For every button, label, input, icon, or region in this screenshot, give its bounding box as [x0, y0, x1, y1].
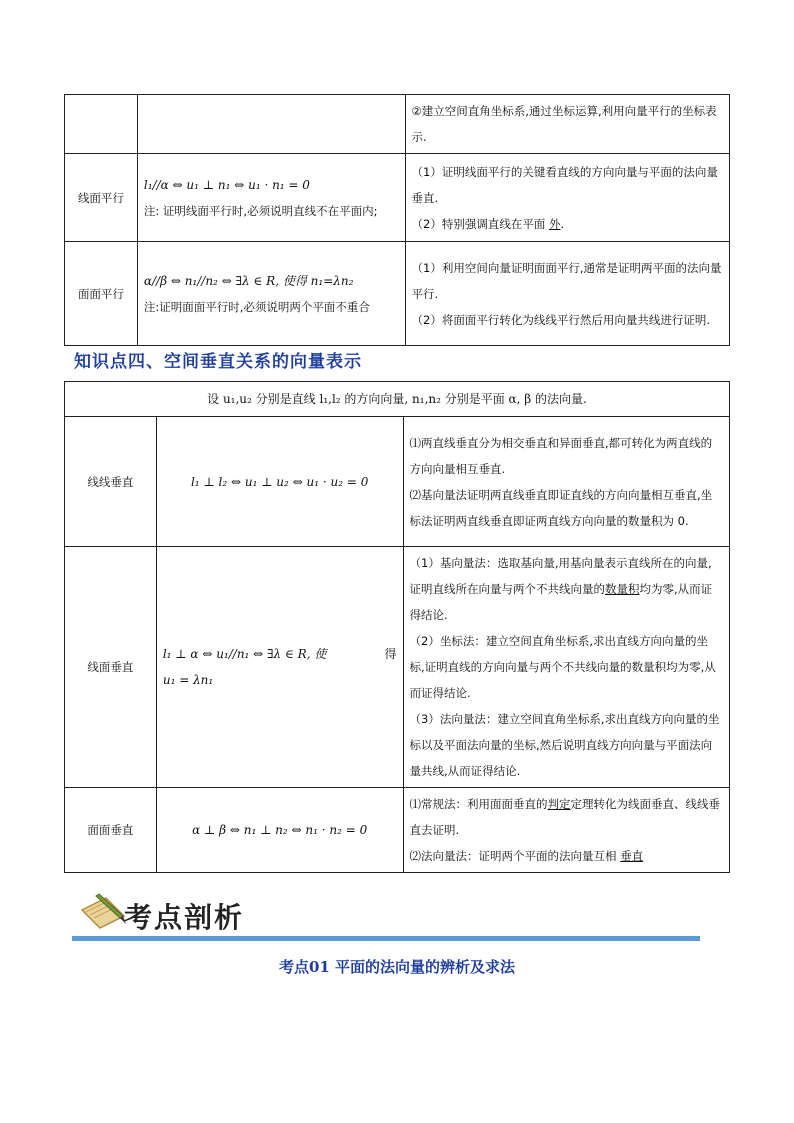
parallel-relations-table	[64, 94, 730, 346]
method-item: （2）坐标法：建立空间直角坐标系,求出直线方向向量的坐标,证明直线的方向向量与两个不共线向量的数量积均为零,从而证得结论.	[409, 634, 716, 700]
method-text: （1）基向量法：选取基向量,用基向量表示直线所在的向量,证明直线所在向量与两个不共线向量的	[409, 556, 712, 596]
table-row	[65, 788, 730, 873]
row-label-line-plane-perp: 线面垂直	[65, 547, 157, 788]
row-label-line-line-perp: 线线垂直	[65, 417, 157, 547]
topic-subtitle: 考点01 平面的法向量的辨析及求法	[278, 958, 516, 976]
method-cell: ②建立空间直角坐标系,通过坐标运算,利用向量平行的坐标表示.	[405, 95, 730, 154]
table-header: 设 u₁,u₂ 分别是直线 l₁,l₂ 的方向向量, n₁,n₂ 分别是平面 α, β 的法向量.	[65, 382, 730, 417]
section-heading: 知识点四、空间垂直关系的向量表示	[74, 352, 362, 372]
table-header-row	[65, 382, 730, 417]
formula-line-plane-perp-cont: u₁ = λn₁	[162, 673, 214, 687]
method-text: （2）特别强调直线在平面	[411, 216, 549, 231]
method-cell	[403, 788, 730, 873]
method-item	[412, 211, 724, 237]
underlined-text: 垂直	[620, 849, 644, 863]
formula-line-plane-perp	[163, 641, 397, 667]
row-label-plane-plane-parallel: 面面平行	[65, 242, 138, 346]
method-item: （1）利用空间向量证明面面平行,通常是证明两平面的法向量平行.	[411, 260, 722, 301]
row-label-plane-plane-perp: 面面垂直	[65, 788, 157, 873]
row-label-empty	[65, 95, 138, 154]
banner-underline	[72, 936, 700, 941]
formula-cell-empty	[137, 95, 405, 154]
formula-part: 得	[384, 647, 397, 661]
method-text: 定理转化为线面垂直、线线垂直去证明.	[409, 797, 720, 837]
method-cell	[405, 242, 730, 346]
table-row	[65, 547, 730, 788]
method-cell	[403, 417, 730, 547]
formula-part: l₁ ⊥ α ⇔ u₁//n₁ ⇔ ∃λ ∈ R, 使	[162, 647, 327, 661]
underlined-text: 外	[548, 216, 561, 231]
formula-plane-plane-parallel: α//β ⇔ n₁//n₂ ⇔ ∃λ ∈ R, 使得 n₁=λn₂	[143, 273, 354, 288]
method-text: ⑵法向量法：证明两个平面的法向量互相	[409, 849, 621, 863]
note-plane-plane-parallel: 注:证明面面平行时,必须说明两个平面不重合	[143, 299, 370, 314]
table-row	[65, 417, 730, 547]
note-line-plane-parallel: 注: 证明线面平行时,必须说明直线不在平面内;	[143, 203, 378, 218]
method-item	[410, 791, 724, 843]
method-text: .	[560, 216, 565, 231]
method-item	[410, 843, 724, 869]
method-item: （3）法向量法：建立空间直角坐标系,求出直线方向向量的坐标以及平面法向量的坐标,然后说明直线方向向量与平面法向量共线,从而证得结论.	[409, 712, 720, 778]
method-text: 均为零,从而证得结论.	[409, 582, 713, 622]
formula-plane-plane-perp: α ⊥ β ⇔ n₁ ⊥ n₂ ⇔ n₁ · n₂ = 0	[156, 788, 403, 873]
underlined-text: 数量积	[605, 582, 640, 596]
underlined-text: 判定	[547, 797, 571, 811]
table-row	[65, 95, 730, 154]
method-cell	[405, 154, 730, 242]
formula-line-plane-parallel: l₁//α ⇔ u₁ ⊥ n₁ ⇔ u₁ · n₁ = 0	[143, 177, 310, 192]
formula-cell	[137, 242, 405, 346]
method-text: ⑴常规法：利用面面垂直的	[409, 797, 548, 811]
formula-cell	[156, 547, 403, 788]
method-item: ⑵基向量法证明两直线垂直即证直线的方向向量相互垂直,坐标法证明两直线垂直即证两直线方向向量的数量积为 0.	[409, 487, 713, 528]
row-label-line-plane-parallel: 线面平行	[65, 154, 138, 242]
method-item: （2）将面面平行转化为线线平行然后用向量共线进行证明.	[411, 312, 710, 327]
table-row	[65, 242, 730, 346]
table-row	[65, 154, 730, 242]
method-item: ⑴两直线垂直分为相交垂直和异面垂直,都可转化为两直线的方向向量相互垂直.	[409, 435, 713, 476]
method-cell	[403, 547, 730, 788]
formula-line-line-perp: l₁ ⊥ l₂ ⇔ u₁ ⊥ u₂ ⇔ u₁ · u₂ = 0	[156, 417, 403, 547]
perpendicular-relations-table	[64, 381, 730, 873]
banner-title: 考点剖析	[124, 901, 245, 934]
method-item	[410, 550, 724, 628]
formula-cell	[137, 154, 405, 242]
method-item: （1）证明线面平行的关键看直线的方向向量与平面的法向量垂直.	[411, 164, 718, 205]
